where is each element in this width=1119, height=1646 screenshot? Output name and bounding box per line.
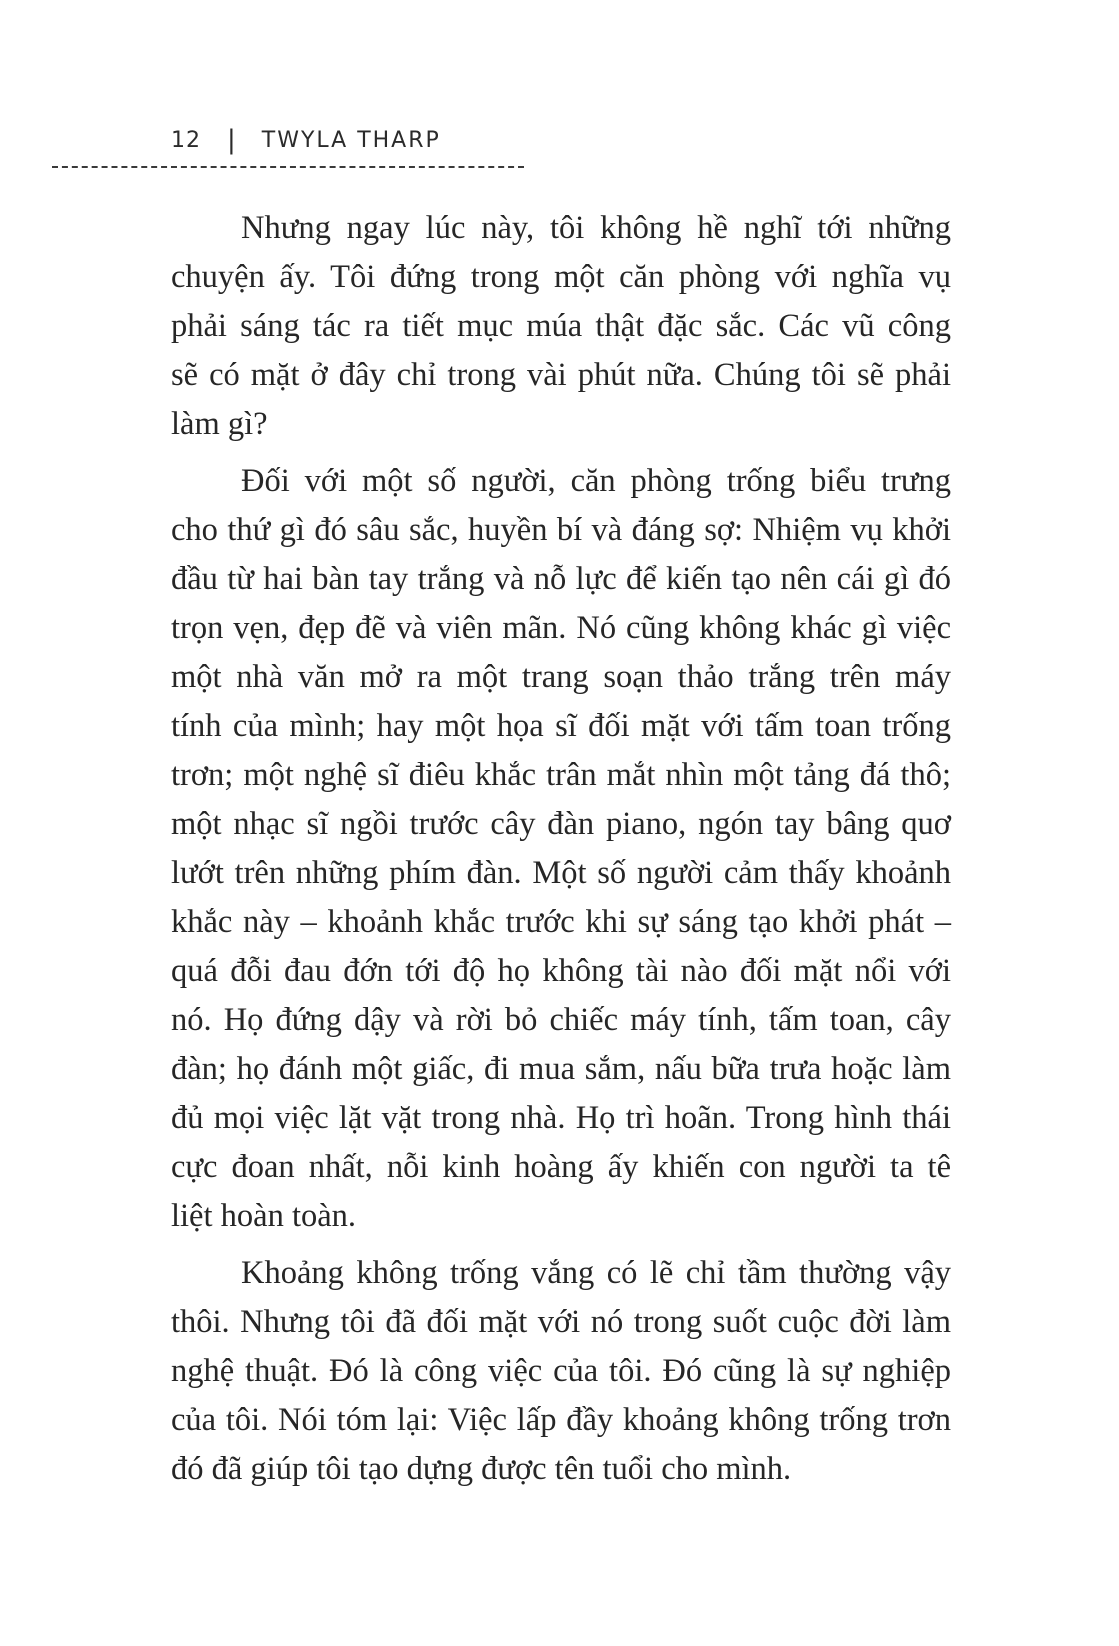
text-line: Đối với một số người, căn phòng trống biểu trưng xyxy=(241,463,951,499)
body-text xyxy=(171,204,951,1494)
text-line: Nhưng ngay lúc này, tôi không hề nghĩ tới những xyxy=(241,210,951,246)
text-line: sẽ có mặt ở đây chỉ trong vài phút nữa. Chúng tôi sẽ phải xyxy=(171,357,951,393)
paragraph-2 xyxy=(171,457,951,1241)
text-line: đủ mọi việc lặt vặt trong nhà. Họ trì hoãn. Trong hình thái xyxy=(171,1100,951,1136)
text-line: chuyện ấy. Tôi đứng trong một căn phòng với nghĩa vụ xyxy=(171,259,951,295)
text-line: đàn; họ đánh một giấc, đi mua sắm, nấu bữa trưa hoặc làm xyxy=(171,1051,951,1087)
text-line: nghệ thuật. Đó là công việc của tôi. Đó cũng là sự nghiệp xyxy=(171,1353,951,1389)
paragraph-3 xyxy=(171,1249,951,1494)
text-line: đó đã giúp tôi tạo dựng được tên tuổi cho mình. xyxy=(171,1451,792,1487)
paragraph-1 xyxy=(171,204,951,449)
running-header xyxy=(171,120,441,160)
text-line: khắc này – khoảnh khắc trước khi sự sáng tạo khởi phát – xyxy=(171,904,951,940)
running-title: TWYLA THARP xyxy=(261,127,441,153)
text-line: Khoảng không trống vắng có lẽ chỉ tầm thường vậy xyxy=(241,1255,951,1291)
text-line: phải sáng tác ra tiết mục múa thật đặc sắc. Các vũ công xyxy=(171,308,951,344)
text-line: thôi. Nhưng tôi đã đối mặt với nó trong suốt cuộc đời làm xyxy=(171,1304,951,1340)
text-line: một nhạc sĩ ngồi trước cây đàn piano, ngón tay bâng quơ xyxy=(171,806,951,842)
text-line: lướt trên những phím đàn. Một số người cảm thấy khoảnh xyxy=(171,855,951,891)
text-line: của tôi. Nói tóm lại: Việc lấp đầy khoảng không trống trơn xyxy=(171,1402,951,1438)
text-line: tính của mình; hay một họa sĩ đối mặt với tấm toan trống xyxy=(171,708,951,744)
text-line: cho thứ gì đó sâu sắc, huyền bí và đáng sợ: Nhiệm vụ khởi xyxy=(171,512,951,548)
text-line: trơn; một nghệ sĩ điêu khắc trân mắt nhìn một tảng đá thô; xyxy=(171,757,951,793)
text-line: trọn vẹn, đẹp đẽ và viên mãn. Nó cũng không khác gì việc xyxy=(171,610,951,646)
text-line: liệt hoàn toàn. xyxy=(171,1198,357,1234)
text-line: làm gì? xyxy=(171,406,268,442)
text-line: cực đoan nhất, nỗi kinh hoàng ấy khiến con người ta tê xyxy=(171,1149,951,1185)
header-separator: | xyxy=(227,125,236,155)
header-dashed-rule xyxy=(52,166,524,168)
text-line: nó. Họ đứng dậy và rời bỏ chiếc máy tính, tấm toan, cây xyxy=(171,1002,951,1038)
text-line: quá đỗi đau đớn tới độ họ không tài nào đối mặt nổi với xyxy=(171,953,951,989)
page-number: 12 xyxy=(171,127,201,153)
text-line: một nhà văn mở ra một trang soạn thảo trắng trên máy xyxy=(171,659,951,695)
text-line: đầu từ hai bàn tay trắng và nỗ lực để kiến tạo nên cái gì đó xyxy=(171,561,951,597)
